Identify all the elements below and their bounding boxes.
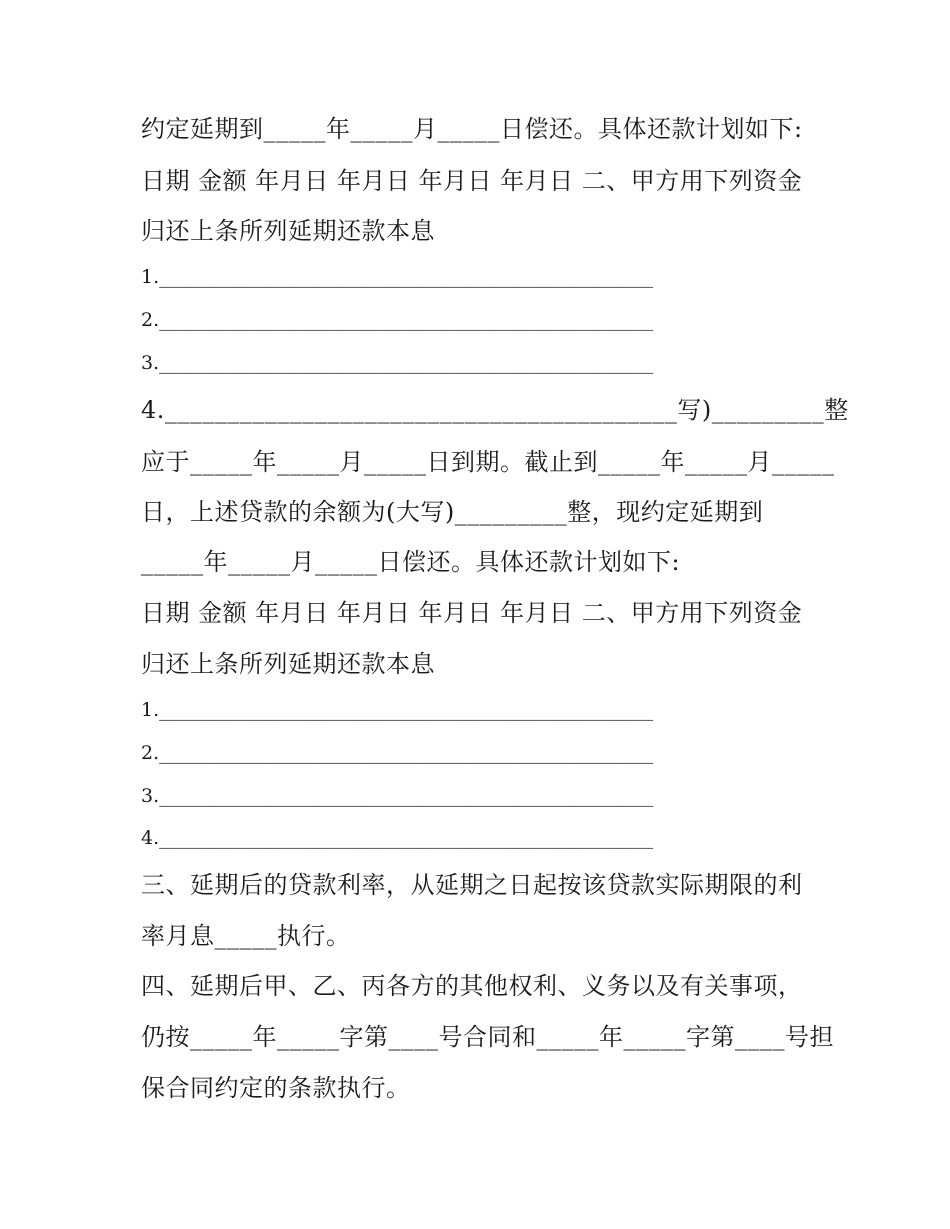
text-line: 4._________________________________________写)_________整	[141, 396, 849, 424]
text-line: 率月息_____执行。	[141, 922, 351, 950]
text-line: 四、延期后甲、乙、丙各方的其他权利、义务以及有关事项，	[141, 972, 803, 1000]
blank-line-item: 2.____________________________________________________	[141, 309, 654, 331]
text-line: 归还上条所列延期还款本息	[141, 217, 435, 245]
text-line: 约定延期到_____年_____月_____日偿还。具体还款计划如下:	[141, 115, 803, 143]
text-line: 归还上条所列延期还款本息	[141, 650, 435, 678]
blank-line-item: 1.____________________________________________________	[141, 699, 654, 721]
text-line: 三、延期后的贷款利率，从延期之日起按该贷款实际期限的利	[141, 871, 803, 899]
text-line: 日期 金额 年月日 年月日 年月日 年月日 二、甲方用下列资金	[141, 167, 803, 195]
text-line: 保合同约定的条款执行。	[141, 1074, 411, 1102]
blank-line-item: 3.____________________________________________________	[141, 785, 654, 807]
blank-line-item: 3.____________________________________________________	[141, 352, 654, 374]
blank-line-item: 2.____________________________________________________	[141, 742, 654, 764]
text-line: 应于_____年_____月_____日到期。截止到_____年_____月_____	[141, 448, 835, 476]
blank-line-item: 4.____________________________________________________	[141, 827, 654, 849]
text-line: 仍按_____年_____字第____号合同和_____年_____字第____号担	[141, 1023, 834, 1051]
text-line: 日，上述贷款的余额为(大写)_________整，现约定延期到	[141, 498, 764, 526]
blank-line-item: 1.____________________________________________________	[141, 266, 654, 288]
text-line: 日期 金额 年月日 年月日 年月日 年月日 二、甲方用下列资金	[141, 599, 803, 627]
text-line: _____年_____月_____日偿还。具体还款计划如下:	[141, 548, 681, 576]
